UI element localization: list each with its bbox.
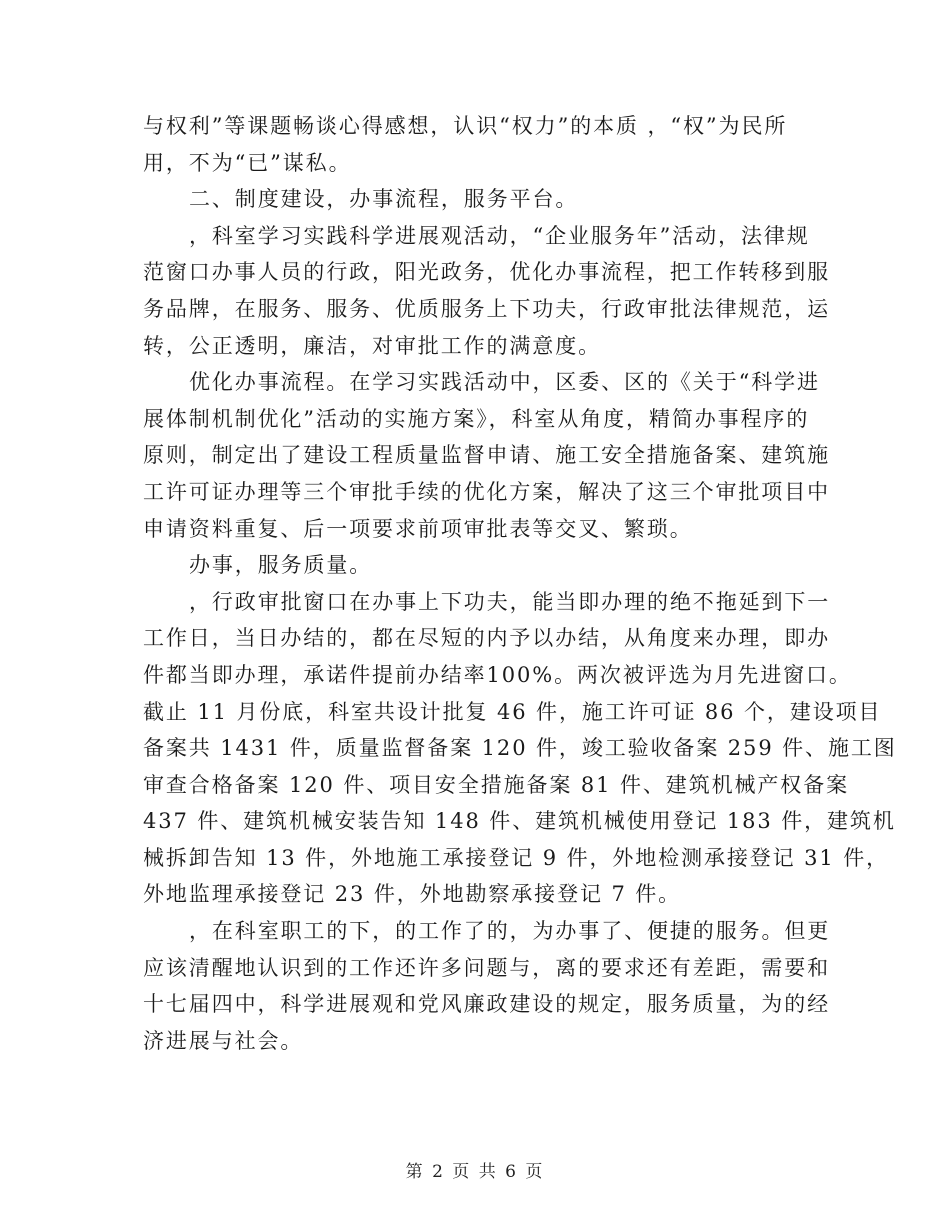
text-line: 二、制度建设，办事流程，服务平台。	[189, 187, 579, 212]
text-line: ，在科室职工的下，的工作了的，为办事了、便捷的服务。但更	[189, 919, 831, 944]
text-line: ，科室学习实践科学进展观活动，“企业服务年”活动，法律规	[189, 223, 810, 248]
text-line: 转，公正透明，廉洁，对审批工作的满意度。	[143, 333, 601, 358]
text-line: 437 件、建筑机械安装告知 148 件、建筑机械使用登记 183 件，建筑机	[143, 809, 896, 834]
text-line: 备案共 1431 件，质量监督备案 120 件，竣工验收备案 259 件、施工图	[143, 736, 897, 761]
text-line: 范窗口办事人员的行政，阳光政务，优化办事流程，把工作转移到服	[143, 260, 830, 285]
text-line: 济进展与社会。	[143, 1028, 304, 1053]
text-line: 工作日，当日办结的，都在尽短的内予以办结，从角度来办理，即办	[143, 626, 830, 651]
text-line: 械拆卸告知 13 件，外地施工承接登记 9 件，外地检测承接登记 31 件，	[143, 845, 890, 870]
text-line: 与权利”等课题畅谈心得感想，认识“权力”的本质 ，“权”为民所	[143, 114, 788, 138]
text-line: 应该清醒地认识到的工作还许多问题与，离的要求还有差距，需要和	[143, 955, 830, 980]
page-footer: 第 2 页 共 6 页	[405, 1162, 545, 1182]
text-line: 办事，服务质量。	[189, 553, 373, 578]
text-line: 务品牌，在服务、服务、优质服务上下功夫，行政审批法律规范，运	[143, 296, 830, 321]
text-line: 申请资料重复、后一项要求前项审批表等交叉、繁琐。	[143, 516, 693, 541]
text-line: 展体制机制优化”活动的实施方案》，科室从角度，精简办事程序的	[143, 406, 810, 431]
text-line: 审查合格备案 120 件、项目安全措施备案 81 件、建筑机械产权备案	[143, 772, 850, 797]
text-line: ，行政审批窗口在办事上下功夫，能当即办理的绝不拖延到下一	[189, 589, 831, 614]
text-line: 外地监理承接登记 23 件，外地勘察承接登记 7 件。	[143, 882, 682, 907]
text-line: 用，不为“已”谋私。	[143, 150, 352, 175]
text-line: 截止 11 月份底，科室共设计批复 46 件，施工许可证 86 个，建设项目	[143, 699, 882, 724]
text-line: 原则，制定出了建设工程质量监督申请、施工安全措施备案、建筑施	[143, 443, 830, 468]
text-line: 十七届四中，科学进展观和党风廉政建设的规定，服务质量，为的经	[143, 992, 830, 1017]
text-line: 工许可证办理等三个审批手续的优化方案，解决了这三个审批项目中	[143, 479, 830, 504]
text-line: 优化办事流程。在学习实践活动中，区委、区的《关于“科学进	[189, 370, 820, 395]
text-line: 件都当即办理，承诺件提前办结率100%。两次被评选为月先进窗口。	[143, 662, 852, 687]
document-body	[143, 108, 897, 1059]
